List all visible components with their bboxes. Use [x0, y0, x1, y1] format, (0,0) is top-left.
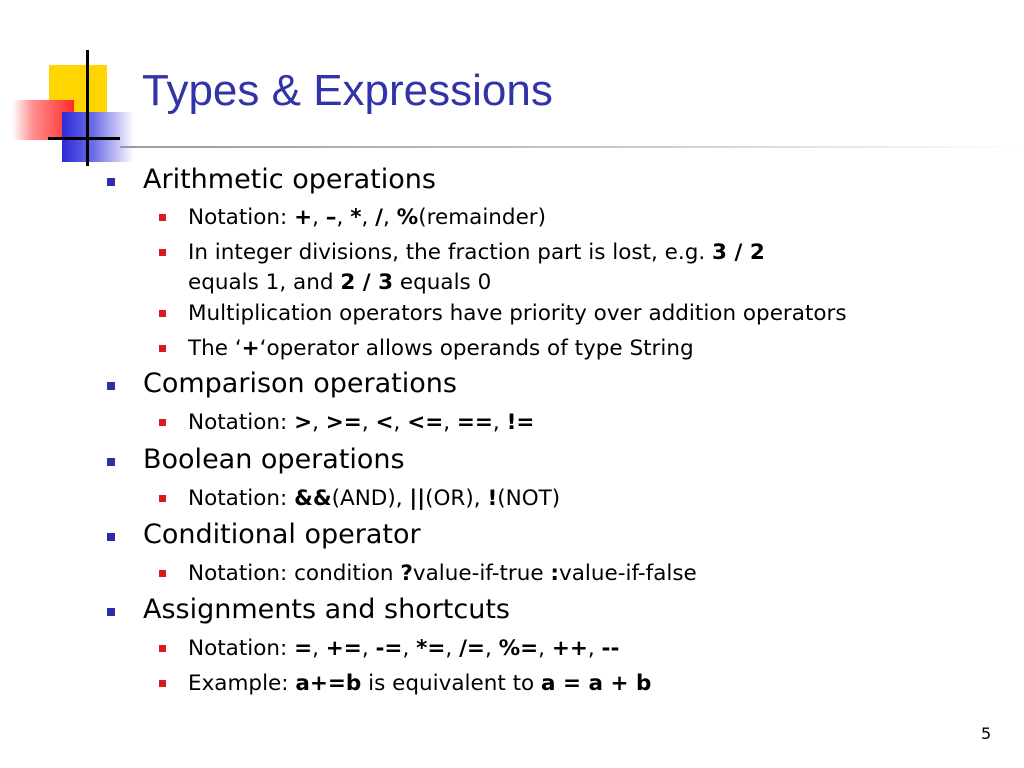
title-divider [120, 146, 1024, 148]
bullet-text: equals 1, and [188, 270, 341, 295]
operator-text: *= [416, 636, 446, 661]
bullet-text: , [312, 636, 326, 661]
sub-bullet [188, 299, 847, 329]
bullet-text: is equivalent to [361, 671, 542, 696]
sub-bullet [188, 634, 619, 664]
operator-text: -= [375, 636, 403, 661]
sub-bullet [188, 203, 546, 233]
operator-text: > [294, 410, 313, 435]
operator-text: = [294, 636, 313, 661]
bullet-text: Notation: [188, 205, 295, 230]
bullet-text: (AND), [331, 486, 410, 511]
operator-text: 2 / 3 [340, 270, 394, 295]
operator-text: ++ [551, 636, 588, 661]
bullet-text: , [383, 205, 397, 230]
operator-text: || [409, 486, 426, 511]
logo-vertical-line [86, 50, 89, 166]
bullet-text: (OR), [425, 486, 488, 511]
bullet-text: Multiplication operators have priority over addition operators [188, 301, 847, 326]
bullet-text: , [312, 205, 326, 230]
operator-text: -- [601, 636, 620, 661]
bullet-text: The ‘ [188, 336, 242, 361]
operator-text: %= [498, 636, 539, 661]
bullet-text: , [361, 410, 376, 435]
operator-text: == [456, 410, 493, 435]
operator-text: : [550, 561, 560, 586]
bullet-text: equals 0 [393, 270, 492, 295]
bullet-text: , [312, 410, 326, 435]
operator-text: % [396, 205, 419, 230]
bullet-text: Example: [188, 671, 296, 696]
page-number: 5 [981, 724, 992, 743]
operator-text: + [241, 336, 260, 361]
bullet-text: Notation: [188, 486, 295, 511]
slide-logo-graphic [0, 0, 140, 170]
bullet-heading: Assignments and shortcuts [143, 594, 510, 625]
operator-text: != [506, 410, 535, 435]
operator-text: /= [459, 636, 485, 661]
operator-text: 3 / 2 [712, 240, 765, 265]
bullet-heading: Boolean operations [143, 444, 405, 475]
bullet-text: , [484, 636, 499, 661]
operator-text: + [294, 205, 313, 230]
sub-bullet [188, 669, 651, 699]
operator-text: && [294, 486, 332, 511]
bullet-text: , [587, 636, 602, 661]
operator-text: ! [487, 486, 498, 511]
bullet-text: ‘operator allows operands of type String [259, 336, 694, 361]
operator-text: – [325, 205, 337, 230]
bullet-text: , [393, 410, 408, 435]
bullet-text: , [538, 636, 552, 661]
bullet-text: , [336, 205, 351, 230]
bullet-heading: Arithmetic operations [143, 164, 436, 195]
operator-text: / [375, 205, 383, 230]
bullet-text: (NOT) [497, 486, 561, 511]
operator-text: a = a + b [541, 671, 652, 696]
operator-text: * [350, 205, 362, 230]
sub-bullet [188, 238, 765, 298]
operator-text: a+=b [295, 671, 362, 696]
bullet-text: value-if-true [412, 561, 551, 586]
operator-text: += [325, 636, 362, 661]
sub-bullet [188, 334, 694, 364]
bullet-text: , [445, 636, 460, 661]
sub-bullet [188, 484, 560, 514]
bullet-text: In integer divisions, the fraction part is lost, e.g. [188, 240, 713, 265]
bullet-heading: Comparison operations [143, 368, 457, 399]
operator-text: ? [400, 561, 413, 586]
bullet-text: , [443, 410, 457, 435]
logo-horizontal-line [48, 137, 120, 140]
bullet-text: Notation: [188, 636, 295, 661]
operator-text: < [375, 410, 394, 435]
operator-text: <= [407, 410, 444, 435]
bullet-text: , [361, 205, 376, 230]
bullet-text: (remainder) [418, 205, 547, 230]
bullet-text: Notation: condition [188, 561, 401, 586]
sub-bullet [188, 559, 697, 589]
operator-text: >= [325, 410, 362, 435]
bullet-text: , [492, 410, 507, 435]
bullet-text: value-if-false [559, 561, 697, 586]
sub-bullet [188, 408, 534, 438]
slide-title: Types & Expressions [142, 66, 553, 115]
bullet-text: , [402, 636, 417, 661]
bullet-heading: Conditional operator [143, 519, 421, 550]
bullet-text: , [361, 636, 376, 661]
bullet-text: Notation: [188, 410, 295, 435]
